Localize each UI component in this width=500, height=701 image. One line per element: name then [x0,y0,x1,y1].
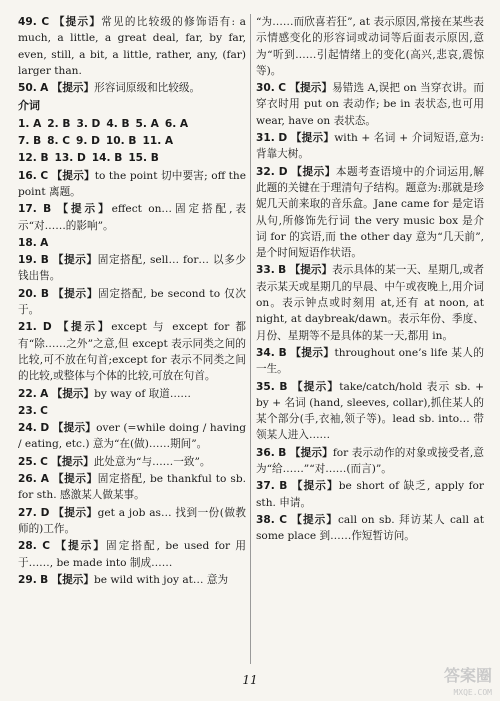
entry-answer: B [279,380,288,393]
answer-grid-cell: 1. A [18,117,42,130]
entry-number: 28. [18,540,37,553]
entry-number: 22. [18,387,37,400]
entry-hint-tag: 【提示】 [57,203,112,216]
answer-grid-cell: 5. A [135,117,159,130]
entry-hint-tag: 【提示】 [52,287,99,300]
entry-answer: C [42,540,50,553]
entry-number: 37. [256,480,275,493]
entry-hint-tag: 【提示】 [289,446,333,459]
entry-answer: D [42,321,52,334]
entry-hint-tag: 【提示】 [55,540,107,553]
answer-entry [18,538,246,571]
answer-grid-cell: 6. A [164,117,189,130]
answer-grid-cell: 13. D [54,152,86,165]
entry-hint-tag: 【提示】 [290,132,335,145]
entry-hint-tag: 【提示】 [291,480,339,493]
entry-number: 16. [18,169,37,182]
entry-number: 36. [256,446,275,459]
entry-hint-tag: 【提示】 [52,254,98,267]
answer-grid [18,116,246,167]
entry-hint-tag: 【提示】 [289,82,333,95]
entry-hint-tag: 【提示】 [290,346,335,359]
entry-hint-tag: 【提示】 [291,513,338,526]
entry-explanation: call on sb. 拜访某人 call at some place 到……作短暂访问。 [256,513,485,543]
answer-grid-cell: 10. B [105,135,137,148]
entry-explanation: 此处意为“与……一致”。 [93,455,211,468]
answer-entry [18,403,246,419]
answer-entry [256,14,484,79]
entry-explanation: be wild with joy at… 意为 [93,573,229,586]
page-number: 11 [242,673,258,687]
entry-answer: B [278,346,287,359]
entry-answer: D [278,165,288,178]
answer-grid-cell: 11. A [142,135,174,148]
entry-answer: D [40,422,50,435]
entry-answer: B [278,446,287,459]
entry-answer: B [40,254,49,267]
answer-grid-cell: 15. B [128,152,159,165]
answer-entry [18,235,246,251]
entry-number: 34. [256,346,275,359]
entry-hint-tag: 【提示】 [51,169,95,182]
answer-entry [18,319,246,384]
column-divider [250,14,251,664]
answer-grid-cell: 8. C [47,135,71,148]
entry-number: 26. [18,473,37,486]
entry-hint-tag: 【提示】 [57,321,112,334]
entry-number: 35. [256,380,275,393]
entry-answer: A [40,82,49,95]
answer-grid-cell: 14. B [91,152,123,165]
entry-number: 23. [18,404,37,417]
entry-answer: D [40,506,50,519]
section-title: 介词 [18,99,40,113]
answer-entry [256,345,484,378]
entry-answer: B [40,287,49,300]
entry-answer: A [40,473,49,486]
entry-explanation: except 与 except for 都有“除……之外”之意,但 except 表示同类之间的比较,可不放在句首;except for 表示不同类之间的比较,或整体与个体的比较,可放在句首。 [18,321,246,383]
entry-number: 29. [18,573,37,586]
entry-hint-tag: 【提示】 [51,387,95,400]
answer-grid-row [18,116,246,132]
entry-answer: C [40,169,49,182]
entry-explanation: 固定搭配, be second to 仅次于。 [18,287,246,317]
entry-answer: A [40,387,49,400]
entry-explanation: 固定搭配, be thankful to sb. for sth. 感激某人做某事。 [18,473,246,502]
entry-explanation: throughout one’s life 某人的一生。 [256,346,485,376]
entry-number: 50. [18,82,37,95]
answer-entry [256,130,484,163]
entry-hint-tag: 【提示】 [53,506,98,519]
entry-explanation: take/catch/hold 表示 sb. + by + 名词 (hand, sleeves, collar),抓住某人的某个部分(手,衣袖,领子等)。lead sb. into… 带领某人进入…… [256,380,484,442]
answer-entry [18,201,246,234]
answer-entry [256,262,484,343]
entry-hint-tag: 【提示】 [53,16,102,28]
entry-answer: B [43,203,52,216]
entry-answer: A [40,236,49,249]
entry-number: 17. [18,203,37,216]
answer-entry [18,454,246,470]
entry-explanation: 本题考查语境中的介词运用,解此题的关键在于理清句子结构。题意为:那就是珍妮几天前来取的音乐盒。Jane came for 是定语从句,所修饰先行词 the very music box 是介词 for 的宾语,而 the other day 意为“几天前”,是个时间短语作状语。 [256,165,484,260]
entry-explanation: to the point 切中要害; off the point 离题。 [18,169,246,198]
entry-number: 19. [18,254,37,267]
entry-hint-tag: 【提示】 [52,422,97,435]
entry-answer: C [278,82,287,95]
entry-hint-tag: 【提示】 [291,165,336,178]
answer-entry [18,80,246,96]
entry-hint-tag: 【提示】 [289,264,333,277]
entry-hint-tag: 【提示】 [292,380,340,393]
answer-entry [18,505,246,538]
answer-entry [18,572,246,588]
entry-number: 31. [256,132,275,145]
answer-entry [256,379,484,444]
answer-entry [256,445,484,478]
answer-grid-cell: 7. B [18,135,42,148]
answer-entry [18,386,246,402]
answer-grid-cell: 9. D [76,135,100,148]
entry-answer: D [278,132,288,145]
left-column [18,14,246,589]
entry-explanation: 固定搭配, sell… for… 以多少钱出售。 [18,254,246,283]
entry-number: 18. [18,236,37,249]
entry-explanation: for 表示动作的对象或接受者,意为“给……”“对……(而言)”。 [256,446,484,476]
entry-answer: C [40,404,48,417]
watermark-text: 答案圈 [443,666,492,685]
entry-answer: C [40,455,48,468]
entry-answer: B [278,264,287,277]
entry-number: 21. [18,321,37,334]
answer-entry [256,512,484,545]
entry-explanation: over (=while doing / having / eating, etc.) 意为“在(做)……期间”。 [18,422,246,451]
answer-entry [18,14,246,79]
entry-hint-tag: 【提示】 [51,82,95,95]
entry-explanation: 固定搭配, be used for 用于……, be made into 制成…… [18,540,247,569]
entry-number: 38. [256,513,275,526]
entry-explanation: with + 名词 + 介词短语,意为:背靠大树。 [256,132,484,161]
entry-explanation: by way of 取道…… [94,387,192,400]
entry-explanation: 常见的比较级的修饰语有: a much, a little, a great deal, far, by far, even, still, a bit, a little, rather, any, (far) larger than. [18,16,246,77]
entry-explanation: 表示具体的某一天、星期几,或者表示某天或星期几的早晨、中午或夜晚上,用介词 on。表示钟点或时刻用 at,还有 at noon, at night, at daybreak/dawn。表示年份、季度、月份、星期等不是具体的某一天,都用 in。 [256,264,485,342]
answer-grid-cell: 4. B [106,117,130,130]
entry-answer: C [279,513,287,526]
answer-grid-row [18,150,246,166]
answer-entry [18,286,246,319]
right-column [256,14,484,546]
answer-entry [18,168,246,201]
entry-hint-tag: 【提示】 [51,573,94,586]
entry-explanation: 易错选 A,误把 on 当穿衣讲。而穿衣时用 put on 表动作; be in 表状态,也可用 wear, have on 表状态。 [256,82,485,127]
entry-number: 32. [256,165,275,178]
entry-explanation: be short of 缺乏, apply for sth. 申请。 [256,480,484,509]
entry-answer: B [40,573,49,586]
answer-grid-cell: 12. B [18,152,49,165]
entry-hint-tag: 【提示】 [51,455,94,468]
entry-answer: B [279,480,288,493]
entry-explanation: get a job as… 找到一份(做教师的)工作。 [18,506,247,535]
entry-hint-tag: 【提示】 [52,473,98,486]
entry-answer: C [41,16,50,28]
answer-grid-cell: 2. B [47,117,71,130]
entry-number: 30. [256,82,275,95]
entry-number: 27. [18,506,37,519]
watermark-logo [414,668,492,696]
entry-explanation: 形容词原级和比较级。 [94,82,201,95]
answer-grid-row [18,133,246,149]
entry-number: 33. [256,264,275,277]
answer-entry [256,80,484,129]
answer-entry [256,164,484,262]
answer-entry [18,252,246,285]
entry-explanation: “为……而欣喜若狂”, at 表示原因,常接在某些表示情感变化的形容词或动词等后面表示原因,意为“听到……引起情绪上的变化(高兴,悲哀,震惊等)。 [256,16,484,77]
entry-number: 24. [18,422,37,435]
entry-explanation: effect on…固定搭配,表示“对……的影响”。 [18,203,246,232]
answer-entry [18,471,246,504]
answer-entry [18,420,246,453]
answer-entry [256,478,484,511]
entry-number: 49. [18,16,37,28]
entry-number: 20. [18,287,37,300]
watermark-subtext: MXQE.COM [453,688,492,697]
answer-grid-cell: 3. D [76,117,101,130]
entry-number: 25. [18,455,37,468]
